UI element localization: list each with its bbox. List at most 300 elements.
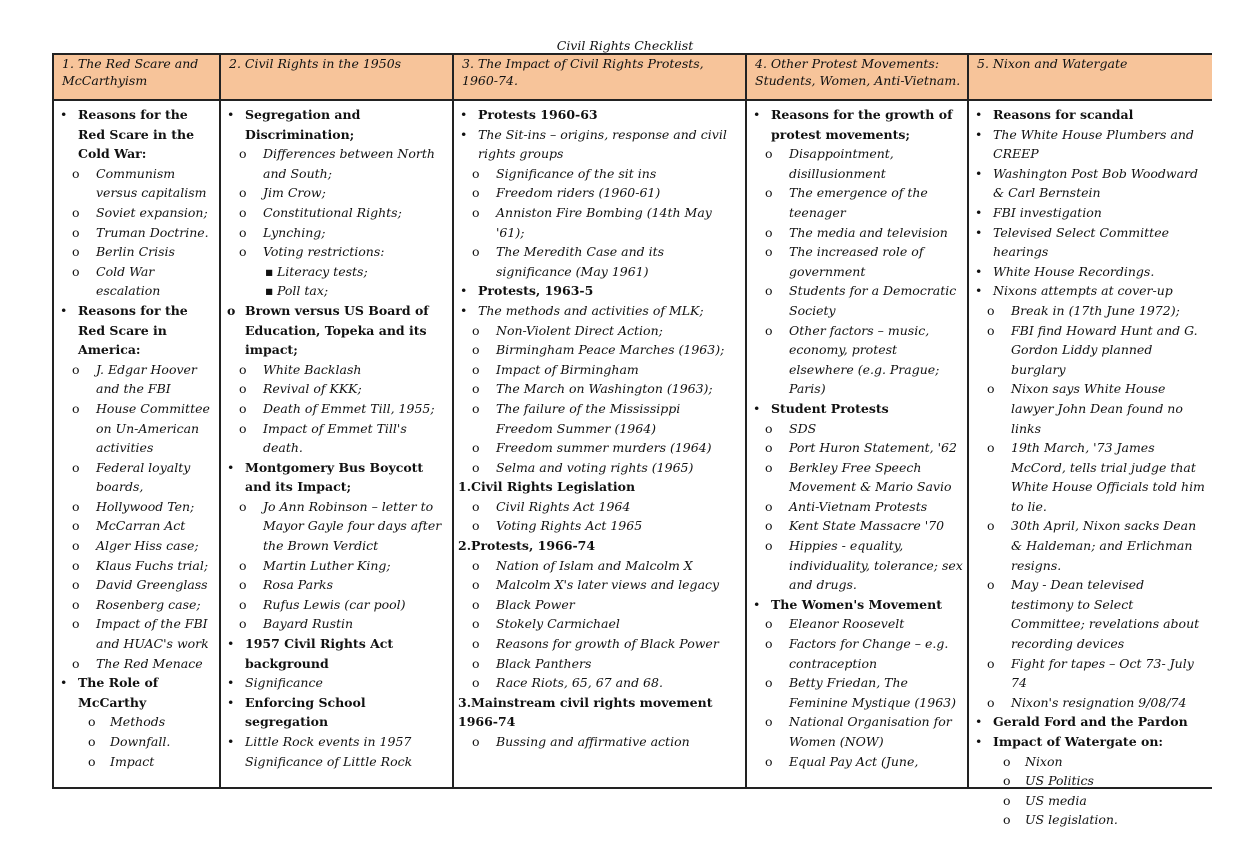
checklist-item-text: Kent State Massacre '70 (789, 518, 945, 534)
circle-bullet-icon: o (239, 381, 247, 397)
checklist-item-text: Eleanor Roosevelt (789, 616, 905, 632)
checklist-item (454, 673, 745, 693)
circle-bullet-icon: o (227, 302, 236, 318)
checklist-item (454, 536, 745, 556)
checklist-item (221, 419, 452, 458)
checklist-item-text: The Meredith Case and its significance (May 1961) (496, 244, 665, 279)
checklist-item-text: The failure of the Mississippi Freedom Summer (1964) (496, 400, 681, 436)
checklist-item-text: The emergence of the teenager (789, 185, 928, 220)
circle-bullet-icon: o (472, 518, 480, 534)
checklist-item (454, 340, 745, 360)
circle-bullet-icon: o (987, 577, 995, 593)
checklist-item (747, 752, 967, 772)
checklist-item-text: 30th April, Nixon sacks Dean & Haldeman; and Erlichman resigns. (1011, 518, 1197, 573)
circle-bullet-icon: o (765, 224, 773, 240)
checklist-item-text: Voting restrictions: (263, 244, 385, 260)
checklist-item-text: Selma and voting rights (1965) (496, 459, 694, 475)
checklist-item (221, 458, 452, 497)
circle-bullet-icon: o (765, 244, 773, 260)
checklist-item-text: Rosenberg case; (96, 596, 201, 612)
checklist-item-text: Truman Doctrine. (96, 224, 209, 240)
checklist-item-text: US Politics (1025, 773, 1094, 789)
column-items (454, 101, 745, 752)
checklist-item (54, 399, 219, 458)
column-2 (221, 53, 452, 789)
checklist-item-text: Students for a Democratic Society (789, 283, 957, 318)
circle-bullet-icon: o (472, 204, 480, 220)
checklist-item-text: 2.Protests, 1966-74 (458, 538, 596, 554)
bullet-icon: • (975, 734, 983, 749)
checklist-item-text: The Red Menace (96, 655, 203, 671)
bullet-icon: • (227, 734, 235, 749)
checklist-item (454, 614, 745, 634)
checklist-item-text: US media (1025, 792, 1087, 808)
circle-bullet-icon: o (987, 381, 995, 397)
circle-bullet-icon: o (765, 538, 773, 554)
checklist-item-text: Hollywood Ten; (96, 498, 195, 514)
checklist-item-text: Anniston Fire Bombing (14th May '61); (496, 204, 712, 240)
bullet-icon: • (227, 107, 235, 122)
circle-bullet-icon: o (72, 204, 80, 220)
checklist-item-text: Non-Violent Direct Action; (496, 322, 663, 338)
checklist-item-text: Birmingham Peace Marches (1963); (496, 342, 725, 358)
checklist-item (747, 516, 967, 536)
checklist-item (454, 183, 745, 203)
checklist-item-text: Freedom riders (1960-61) (496, 185, 661, 201)
checklist-item (221, 595, 452, 615)
checklist-item (54, 712, 219, 732)
bullet-icon: • (460, 126, 468, 142)
bullet-icon: • (753, 596, 761, 612)
checklist-item (54, 595, 219, 615)
circle-bullet-icon: o (72, 165, 80, 181)
circle-bullet-icon: o (765, 714, 773, 730)
checklist-item-text: Differences between North and South; (263, 146, 435, 181)
checklist-item (221, 262, 452, 282)
checklist-item (54, 516, 219, 536)
checklist-table (52, 53, 1212, 828)
circle-bullet-icon: o (472, 342, 480, 358)
checklist-item (454, 575, 745, 595)
circle-bullet-icon: o (72, 596, 80, 612)
circle-bullet-icon: o (1003, 792, 1011, 808)
column-header: 5. Nixon and Watergate (977, 56, 1128, 71)
checklist-item (221, 105, 452, 144)
checklist-item-text: Fight for tapes – Oct 73- July 74 (1011, 655, 1194, 691)
checklist-item (221, 281, 452, 301)
circle-bullet-icon: o (72, 361, 80, 377)
circle-bullet-icon: o (765, 498, 773, 514)
checklist-item (969, 810, 1212, 830)
checklist-item (747, 673, 967, 712)
checklist-item-text: Constitutional Rights; (263, 204, 402, 220)
checklist-item-text: Civil Rights Act 1964 (496, 498, 631, 514)
column-5 (969, 53, 1212, 828)
circle-bullet-icon: o (72, 224, 80, 240)
checklist-item (221, 575, 452, 595)
checklist-item (54, 223, 219, 243)
checklist-item-text: Bussing and affirmative action (496, 734, 690, 749)
checklist-item-text: Protests, 1963-5 (478, 283, 594, 299)
checklist-item (747, 595, 967, 615)
circle-bullet-icon: o (472, 577, 480, 593)
checklist-item (747, 399, 967, 419)
checklist-item (454, 556, 745, 576)
checklist-item (54, 301, 219, 360)
checklist-item-text: Freedom summer murders (1964) (496, 440, 712, 456)
checklist-item (54, 360, 219, 399)
checklist-item (969, 771, 1212, 791)
checklist-item-text: Brown versus US Board of Education, Topeka and its impact; (245, 302, 429, 358)
checklist-item-text: Nixon (1025, 753, 1063, 769)
checklist-item-text: The methods and activities of MLK; (478, 302, 704, 318)
column-items (969, 101, 1212, 830)
checklist-item-text: FBI find Howard Hunt and G. Gordon Liddy planned burglary (1011, 322, 1198, 377)
circle-bullet-icon: o (472, 616, 480, 632)
bullet-icon: • (753, 400, 761, 416)
circle-bullet-icon: o (987, 322, 995, 338)
bullet-icon: • (975, 263, 983, 279)
checklist-item (221, 183, 452, 203)
circle-bullet-icon: o (72, 459, 80, 475)
checklist-item-text: Reasons for growth of Black Power (496, 636, 719, 652)
checklist-item-text: Death of Emmet Till, 1955; (263, 400, 435, 416)
column-items (54, 101, 219, 771)
checklist-item (54, 654, 219, 674)
checklist-item (221, 360, 452, 380)
checklist-item (221, 379, 452, 399)
circle-bullet-icon: o (239, 146, 247, 162)
circle-bullet-icon: o (72, 538, 80, 554)
checklist-item-text: Stokely Carmichael (496, 616, 620, 632)
checklist-item-text: Alger Hiss case; (96, 538, 199, 554)
checklist-item (747, 223, 967, 243)
checklist-item-text: Rosa Parks (263, 577, 334, 593)
checklist-item (454, 164, 745, 184)
checklist-item (221, 732, 452, 771)
checklist-item (454, 125, 745, 164)
checklist-item (969, 438, 1212, 516)
circle-bullet-icon: o (987, 518, 995, 534)
bullet-icon: • (460, 302, 468, 318)
circle-bullet-icon: o (472, 185, 480, 201)
checklist-item-text: Rufus Lewis (car pool) (263, 596, 406, 612)
checklist-item-text: 3.Mainstream civil rights movement 1966-74 (458, 694, 713, 730)
checklist-item-text: Methods (110, 714, 166, 730)
checklist-item (221, 634, 452, 673)
checklist-item (747, 144, 967, 183)
checklist-item (54, 497, 219, 517)
checklist-item (54, 105, 219, 164)
checklist-item-text: David Greenglass (96, 577, 208, 593)
checklist-item (221, 556, 452, 576)
circle-bullet-icon: o (239, 400, 247, 416)
checklist-item (969, 262, 1212, 282)
checklist-item (454, 458, 745, 478)
checklist-item (54, 203, 219, 223)
column-header: 4. Other Protest Movements: Students, Women, Anti-Vietnam. (755, 56, 961, 88)
circle-bullet-icon: o (765, 459, 773, 475)
circle-bullet-icon: o (1003, 753, 1011, 769)
checklist-item-text: Port Huron Statement, '62 (789, 440, 957, 456)
checklist-item (747, 321, 967, 399)
checklist-item (969, 125, 1212, 164)
checklist-item (747, 183, 967, 222)
bullet-icon: • (975, 224, 983, 240)
circle-bullet-icon: o (239, 557, 247, 573)
checklist-item-text: Lynching; (263, 224, 326, 240)
circle-bullet-icon: o (72, 518, 80, 534)
checklist-item-text: Literacy tests; (277, 263, 368, 279)
checklist-item-text: Race Riots, 65, 67 and 68. (496, 675, 663, 691)
checklist-item (969, 712, 1212, 732)
checklist-item-text: Other factors – music, economy, protest elsewhere (e.g. Prague; Paris) (789, 322, 940, 397)
square-bullet-icon: ▪ (265, 283, 274, 299)
circle-bullet-icon: o (472, 322, 480, 338)
checklist-item (221, 614, 452, 634)
checklist-item-text: Klaus Fuchs trial; (96, 557, 209, 573)
checklist-item-text: McCarran Act (96, 518, 186, 534)
checklist-item-text: Berkley Free Speech Movement & Mario Savio (789, 459, 952, 495)
checklist-item-text: Revival of KKK; (263, 381, 362, 397)
checklist-item (454, 516, 745, 536)
checklist-item-text: Impact (110, 753, 155, 769)
checklist-item (454, 105, 745, 125)
checklist-item-text: Nixon says White House lawyer John Dean found no links (1011, 381, 1183, 436)
page-title: Civil Rights Checklist (556, 38, 694, 53)
checklist-item-text: Montgomery Bus Boycott and its Impact; (245, 459, 424, 495)
bullet-icon: • (60, 107, 68, 122)
checklist-item-text: The media and television (789, 224, 948, 240)
checklist-item-text: Segregation and Discrimination; (245, 107, 361, 142)
checklist-item (747, 614, 967, 634)
checklist-item (54, 242, 219, 262)
circle-bullet-icon: o (88, 753, 96, 769)
checklist-item-text: Gerald Ford and the Pardon (993, 714, 1188, 730)
checklist-item (221, 223, 452, 243)
bullet-icon: • (227, 675, 235, 691)
column-1 (54, 53, 219, 789)
checklist-item-text: Disappointment, disillusionment (789, 146, 894, 181)
checklist-item-text: Student Protests (771, 400, 889, 416)
bullet-icon: • (227, 694, 235, 710)
checklist-item-text: Impact of Emmet Till's death. (263, 420, 407, 456)
checklist-item-text: 1957 Civil Rights Act background (245, 636, 394, 671)
checklist-item-text: Factors for Change – e.g. contraception (789, 636, 949, 671)
checklist-item (969, 321, 1212, 380)
bullet-icon: • (975, 107, 983, 122)
circle-bullet-icon: o (472, 675, 480, 691)
circle-bullet-icon: o (987, 440, 995, 456)
checklist-item (969, 301, 1212, 321)
checklist-item (54, 752, 219, 772)
circle-bullet-icon: o (765, 185, 773, 201)
bullet-icon: • (753, 107, 761, 122)
checklist-item (747, 419, 967, 439)
checklist-item-text: Voting Rights Act 1965 (496, 518, 643, 534)
bullet-icon: • (975, 165, 983, 181)
checklist-item-text: May - Dean televised testimony to Select Committee; revelations about recording devices (1011, 577, 1200, 652)
checklist-item-text: Equal Pay Act (June, (789, 753, 919, 769)
checklist-item-text: Downfall. (110, 734, 171, 749)
checklist-item-text: FBI investigation (993, 204, 1102, 220)
checklist-item (454, 595, 745, 615)
checklist-item (54, 673, 219, 712)
checklist-item (54, 458, 219, 497)
checklist-item-text: Reasons for the growth of protest movements; (771, 107, 953, 142)
checklist-item-text: US legislation. (1025, 812, 1118, 828)
checklist-item (454, 360, 745, 380)
checklist-item (454, 379, 745, 399)
circle-bullet-icon: o (765, 753, 773, 769)
checklist-item-text: Poll tax; (277, 283, 329, 299)
checklist-item (221, 242, 452, 262)
circle-bullet-icon: o (472, 400, 480, 416)
circle-bullet-icon: o (472, 655, 480, 671)
checklist-item-text: Jo Ann Robinson – letter to Mayor Gayle four days after the Brown Verdict (263, 498, 442, 554)
checklist-item (969, 203, 1212, 223)
checklist-item (54, 614, 219, 653)
checklist-item (969, 105, 1212, 125)
checklist-item (747, 281, 967, 320)
checklist-item (747, 497, 967, 517)
circle-bullet-icon: o (765, 322, 773, 338)
circle-bullet-icon: o (239, 577, 247, 593)
circle-bullet-icon: o (239, 185, 247, 201)
bullet-icon: • (60, 302, 68, 318)
checklist-item-text: Berlin Crisis (96, 244, 175, 260)
checklist-item-text: The Women's Movement (771, 596, 942, 612)
checklist-item-text: Black Panthers (496, 655, 592, 671)
checklist-item-text: SDS (789, 420, 817, 436)
checklist-item (454, 438, 745, 458)
checklist-item-text: Federal loyalty boards, (96, 459, 191, 495)
circle-bullet-icon: o (72, 655, 80, 671)
checklist-item (454, 693, 745, 732)
checklist-item (54, 556, 219, 576)
circle-bullet-icon: o (72, 498, 80, 514)
square-bullet-icon: ▪ (265, 263, 274, 279)
checklist-item (969, 791, 1212, 811)
checklist-item (221, 203, 452, 223)
checklist-item (747, 536, 967, 595)
checklist-item (747, 105, 967, 144)
checklist-item-text: White House Recordings. (993, 263, 1155, 279)
checklist-item-text: Nixons attempts at cover-up (993, 283, 1173, 299)
checklist-item-text: Protests 1960-63 (478, 107, 598, 122)
checklist-item (54, 536, 219, 556)
checklist-item-text: White Backlash (263, 361, 362, 377)
column-3 (454, 53, 745, 789)
circle-bullet-icon: o (72, 263, 80, 279)
checklist-item (969, 732, 1212, 752)
checklist-item (454, 399, 745, 438)
checklist-item-text: Televised Select Committee hearings (993, 224, 1169, 260)
circle-bullet-icon: o (472, 244, 480, 260)
circle-bullet-icon: o (472, 459, 480, 475)
checklist-item (454, 497, 745, 517)
checklist-item-text: The March on Washington (1963); (496, 381, 713, 397)
checklist-item-text: 1.Civil Rights Legislation (458, 479, 636, 495)
circle-bullet-icon: o (987, 694, 995, 710)
checklist-item (221, 673, 452, 693)
checklist-item-text: Jim Crow; (263, 185, 326, 201)
checklist-item-text: The increased role of government (789, 244, 924, 279)
circle-bullet-icon: o (765, 146, 773, 162)
checklist-item-text: J. Edgar Hoover and the FBI (96, 361, 197, 397)
circle-bullet-icon: o (472, 498, 480, 514)
circle-bullet-icon: o (239, 204, 247, 220)
circle-bullet-icon: o (88, 734, 96, 749)
checklist-item-text: Cold War escalation (96, 263, 161, 299)
column-header: 1. The Red Scare and McCarthyism (62, 56, 199, 88)
checklist-item-text: Communism versus capitalism (96, 165, 207, 201)
circle-bullet-icon: o (239, 420, 247, 436)
checklist-item (747, 634, 967, 673)
checklist-item-text: The Role of McCarthy (78, 675, 159, 710)
circle-bullet-icon: o (765, 636, 773, 652)
circle-bullet-icon: o (72, 557, 80, 573)
bullet-icon: • (975, 714, 983, 730)
checklist-item-text: Impact of the FBI and HUAC's work (96, 616, 209, 652)
column-4 (747, 53, 967, 789)
bullet-icon: • (975, 126, 983, 142)
checklist-item-text: Washington Post Bob Woodward & Carl Bernstein (993, 165, 1199, 201)
circle-bullet-icon: o (239, 616, 247, 632)
bullet-icon: • (60, 675, 68, 691)
checklist-item (54, 732, 219, 752)
circle-bullet-icon: o (72, 244, 80, 260)
checklist-item-text: Martin Luther King; (263, 557, 391, 573)
circle-bullet-icon: o (72, 400, 80, 416)
checklist-item-text: Significance of the sit ins (496, 165, 657, 181)
checklist-item-text: Black Power (496, 596, 575, 612)
circle-bullet-icon: o (239, 596, 247, 612)
checklist-item-text: Malcolm X's later views and legacy (496, 577, 720, 593)
checklist-item (221, 497, 452, 556)
bullet-icon: • (975, 283, 983, 299)
checklist-item (54, 262, 219, 301)
circle-bullet-icon: o (72, 577, 80, 593)
circle-bullet-icon: o (472, 596, 480, 612)
checklist-item (454, 321, 745, 341)
checklist-item-text: Reasons for scandal (993, 107, 1134, 122)
checklist-item (454, 654, 745, 674)
circle-bullet-icon: o (765, 675, 773, 691)
circle-bullet-icon: o (88, 714, 96, 730)
checklist-item (54, 575, 219, 595)
checklist-item (747, 712, 967, 751)
circle-bullet-icon: o (72, 616, 80, 632)
checklist-item-text: National Organisation for Women (NOW) (789, 714, 952, 749)
circle-bullet-icon: o (987, 655, 995, 671)
column-header: 3. The Impact of Civil Rights Protests, 1960-74. (462, 56, 704, 88)
circle-bullet-icon: o (1003, 773, 1011, 789)
checklist-item-text: Hippies - equality, individuality, tolerance; sex and drugs. (789, 538, 963, 593)
circle-bullet-icon: o (239, 498, 247, 514)
checklist-item-text: The Sit-ins – origins, response and civil rights groups (478, 126, 727, 162)
checklist-item-text: 19th March, '73 James McCord, tells trial judge that White House Officials told him to lie. (1011, 440, 1205, 514)
checklist-item (454, 634, 745, 654)
checklist-item (969, 281, 1212, 301)
checklist-item (221, 399, 452, 419)
circle-bullet-icon: o (987, 302, 995, 318)
bullet-icon: • (460, 107, 468, 122)
circle-bullet-icon: o (765, 616, 773, 632)
checklist-item-text: Reasons for the Red Scare in America: (78, 302, 188, 358)
checklist-item (454, 281, 745, 301)
checklist-item-text: The White House Plumbers and CREEP (993, 126, 1194, 162)
